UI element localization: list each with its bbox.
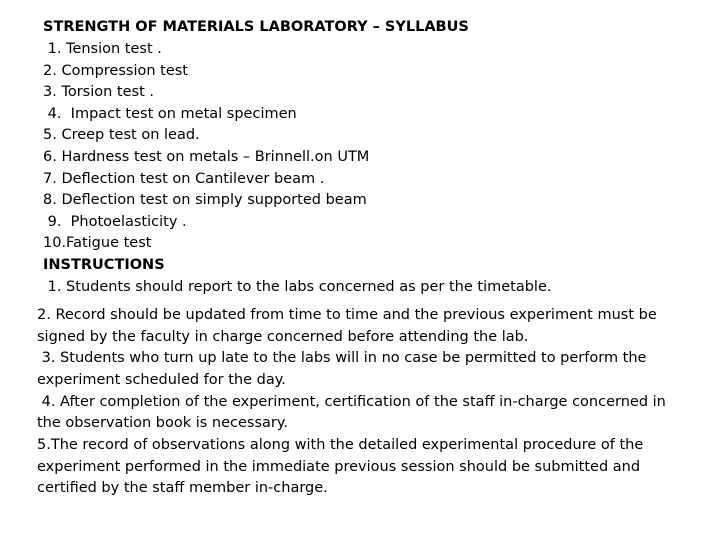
syllabus-item: 4. Impact test on metal specimen (43, 106, 297, 122)
instruction-line: 5.The record of observations along with the detailed experimental procedure of the (37, 437, 644, 453)
instruction-line: the observation book is necessary. (37, 415, 288, 431)
instruction-line: experiment scheduled for the day. (37, 372, 286, 388)
instruction-line: 4. After completion of the experiment, certification of the staff in-charge concerned in (37, 394, 666, 410)
syllabus-item: 3. Torsion test . (43, 84, 154, 100)
syllabus-item: 1. Tension test . (43, 41, 162, 57)
instructions-heading: INSTRUCTIONS (43, 257, 165, 273)
instruction-line: 3. Students who turn up late to the labs will in no case be permitted to perform the (37, 350, 647, 366)
syllabus-item: 9. Photoelasticity . (43, 214, 187, 230)
instruction-line: experiment performed in the immediate previous session should be submitted and (37, 459, 641, 475)
syllabus-item: 10.Fatigue test (43, 235, 152, 251)
syllabus-title: STRENGTH OF MATERIALS LABORATORY – SYLLABUS (43, 19, 469, 35)
syllabus-item: 7. Deflection test on Cantilever beam . (43, 171, 325, 187)
instruction-line: certified by the staff member in-charge. (37, 480, 328, 496)
instruction-line: 1. Students should report to the labs concerned as per the timetable. (43, 279, 552, 295)
syllabus-item: 6. Hardness test on metals – Brinnell.on UTM (43, 149, 370, 165)
instruction-line: 2. Record should be updated from time to time and the previous experiment must be (37, 307, 657, 323)
instruction-line: signed by the faculty in charge concerned before attending the lab. (37, 329, 529, 345)
syllabus-item: 2. Compression test (43, 63, 188, 79)
syllabus-item: 8. Deflection test on simply supported beam (43, 192, 367, 208)
syllabus-item: 5. Creep test on lead. (43, 127, 200, 143)
